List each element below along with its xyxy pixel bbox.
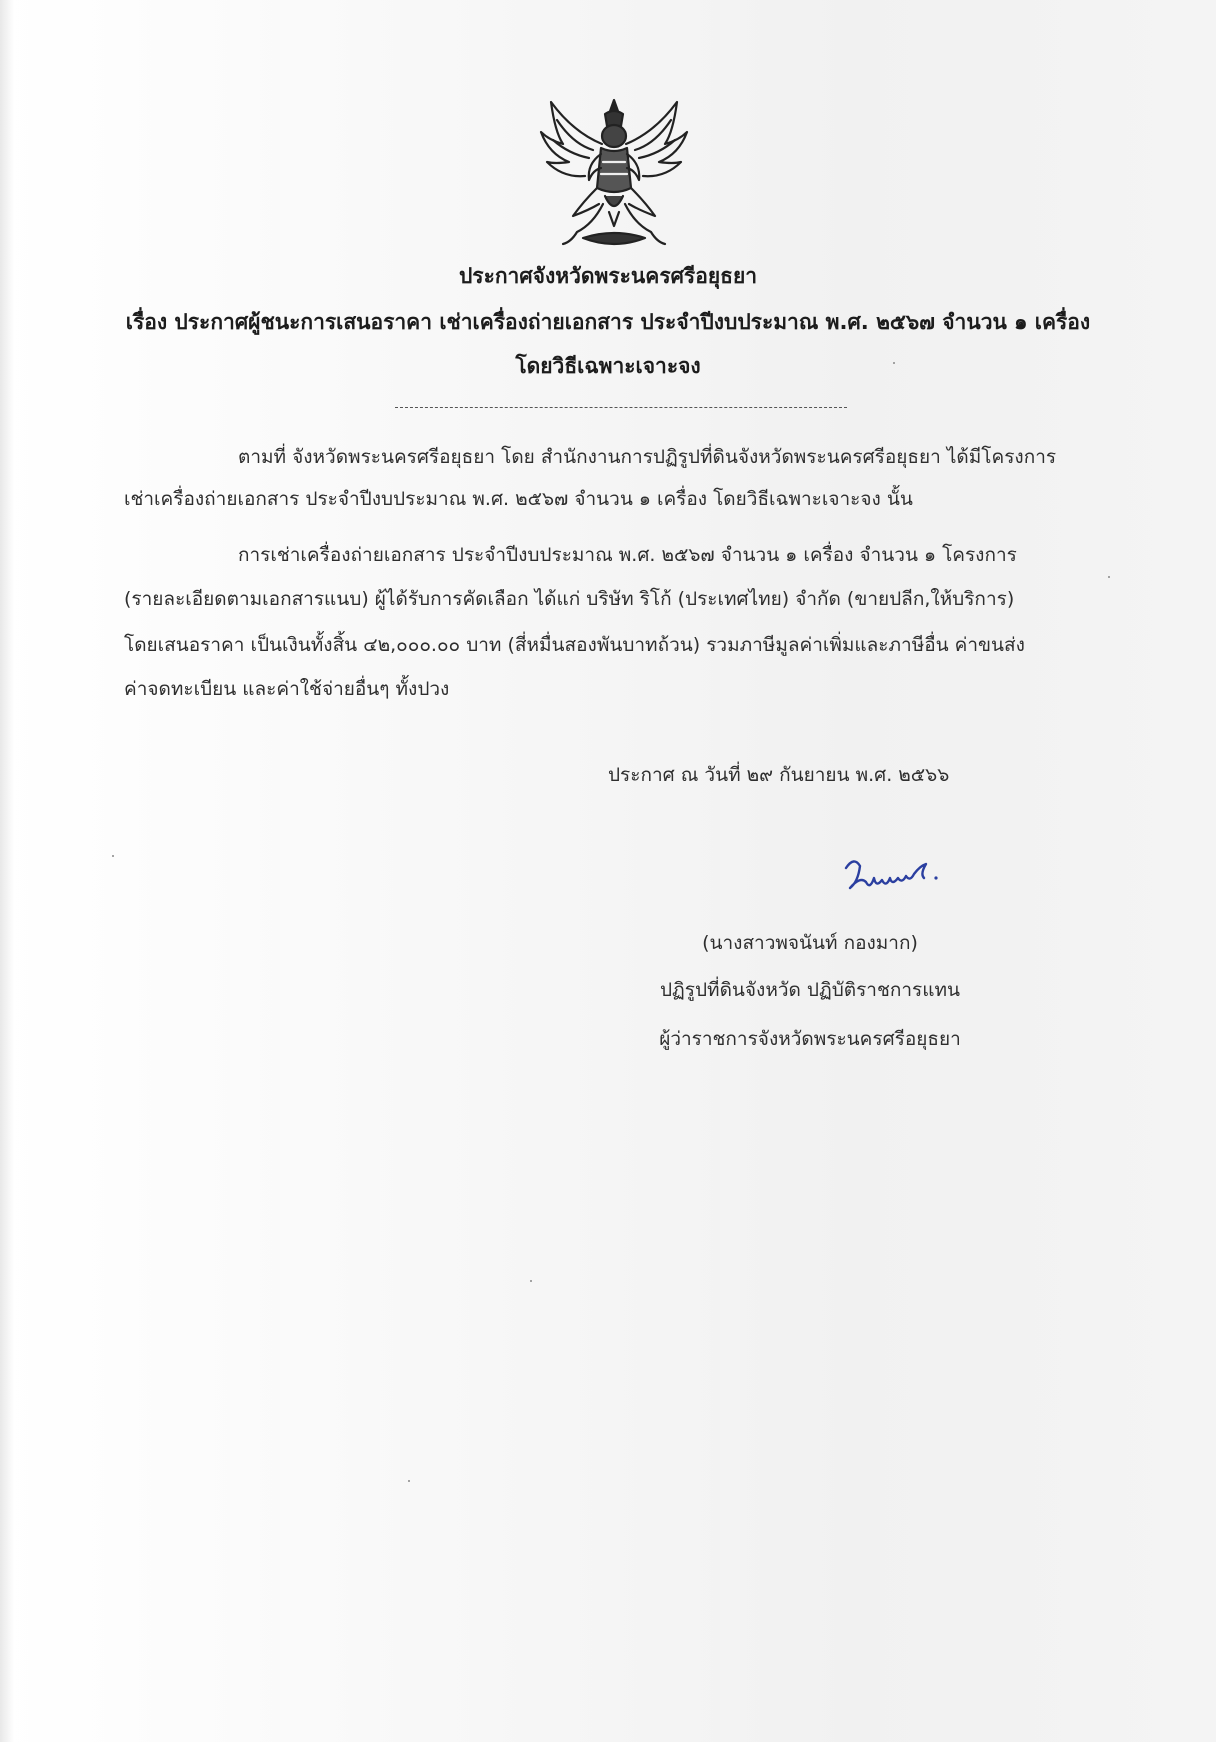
scan-speck — [112, 855, 114, 857]
scan-speck — [530, 1280, 532, 1282]
paragraph2-line3: โดยเสนอราคา เป็นเงินทั้งสิ้น ๔๒,๐๐๐.๐๐ บาท (สี่หมื่นสองพันบาทถ้วน) รวมภาษีมูลค่าเพิ่มและภาษีอื่น ค่าขนส่ง — [124, 634, 1025, 656]
scan-speck — [893, 362, 895, 364]
scan-speck — [408, 1480, 410, 1482]
handwritten-signature — [840, 852, 950, 900]
signer-title-line1: ปฏิรูปที่ดินจังหวัด ปฏิบัติราชการแทน — [659, 979, 961, 1001]
garuda-emblem-icon — [533, 92, 695, 254]
paragraph2-line2: (รายละเอียดตามเอกสารแนบ) ผู้ได้รับการคัดเลือก ได้แก่ บริษัท ริโก้ (ประเทศไทย) จำกัด (ขายปลีก,ให้บริการ) — [124, 588, 1015, 610]
paragraph2-line1: การเช่าเครื่องถ่ายเอกสาร ประจำปีงบประมาณ พ.ศ. ๒๕๖๗ จำนวน ๑ เครื่อง จำนวน ๑ โครงการ — [238, 544, 1017, 566]
organization-heading: ประกาศจังหวัดพระนครศรีอยุธยา — [458, 264, 758, 288]
paragraph2-line4: ค่าจดทะเบียน และค่าใช้จ่ายอื่นๆ ทั้งปวง — [124, 678, 450, 700]
scan-speck — [1108, 576, 1110, 578]
announcement-date: ประกาศ ณ วันที่ ๒๙ กันยายน พ.ศ. ๒๕๖๖ — [608, 764, 950, 786]
paragraph1-line2: เช่าเครื่องถ่ายเอกสาร ประจำปีงบประมาณ พ.ศ. ๒๕๖๗ จำนวน ๑ เครื่อง โดยวิธีเฉพาะเจาะจง นั้น — [124, 488, 913, 510]
procurement-method-heading: โดยวิธีเฉพาะเจาะจง — [515, 354, 701, 378]
signer-name: (นางสาวพจนันท์ กองมาก) — [702, 932, 918, 954]
signer-title-line2: ผู้ว่าราชการจังหวัดพระนครศรีอยุธยา — [659, 1028, 961, 1050]
subject-heading: เรื่อง ประกาศผู้ชนะการเสนอราคา เช่าเครื่องถ่ายเอกสาร ประจำปีงบประมาณ พ.ศ. ๒๕๖๗ จำนวน ๑ เครื่อง — [125, 310, 1091, 334]
heading-divider — [395, 407, 847, 408]
paragraph1-line1: ตามที่ จังหวัดพระนครศรีอยุธยา โดย สำนักงานการปฏิรูปที่ดินจังหวัดพระนครศรีอยุธยา ได้มีโครงการ — [238, 446, 1057, 468]
